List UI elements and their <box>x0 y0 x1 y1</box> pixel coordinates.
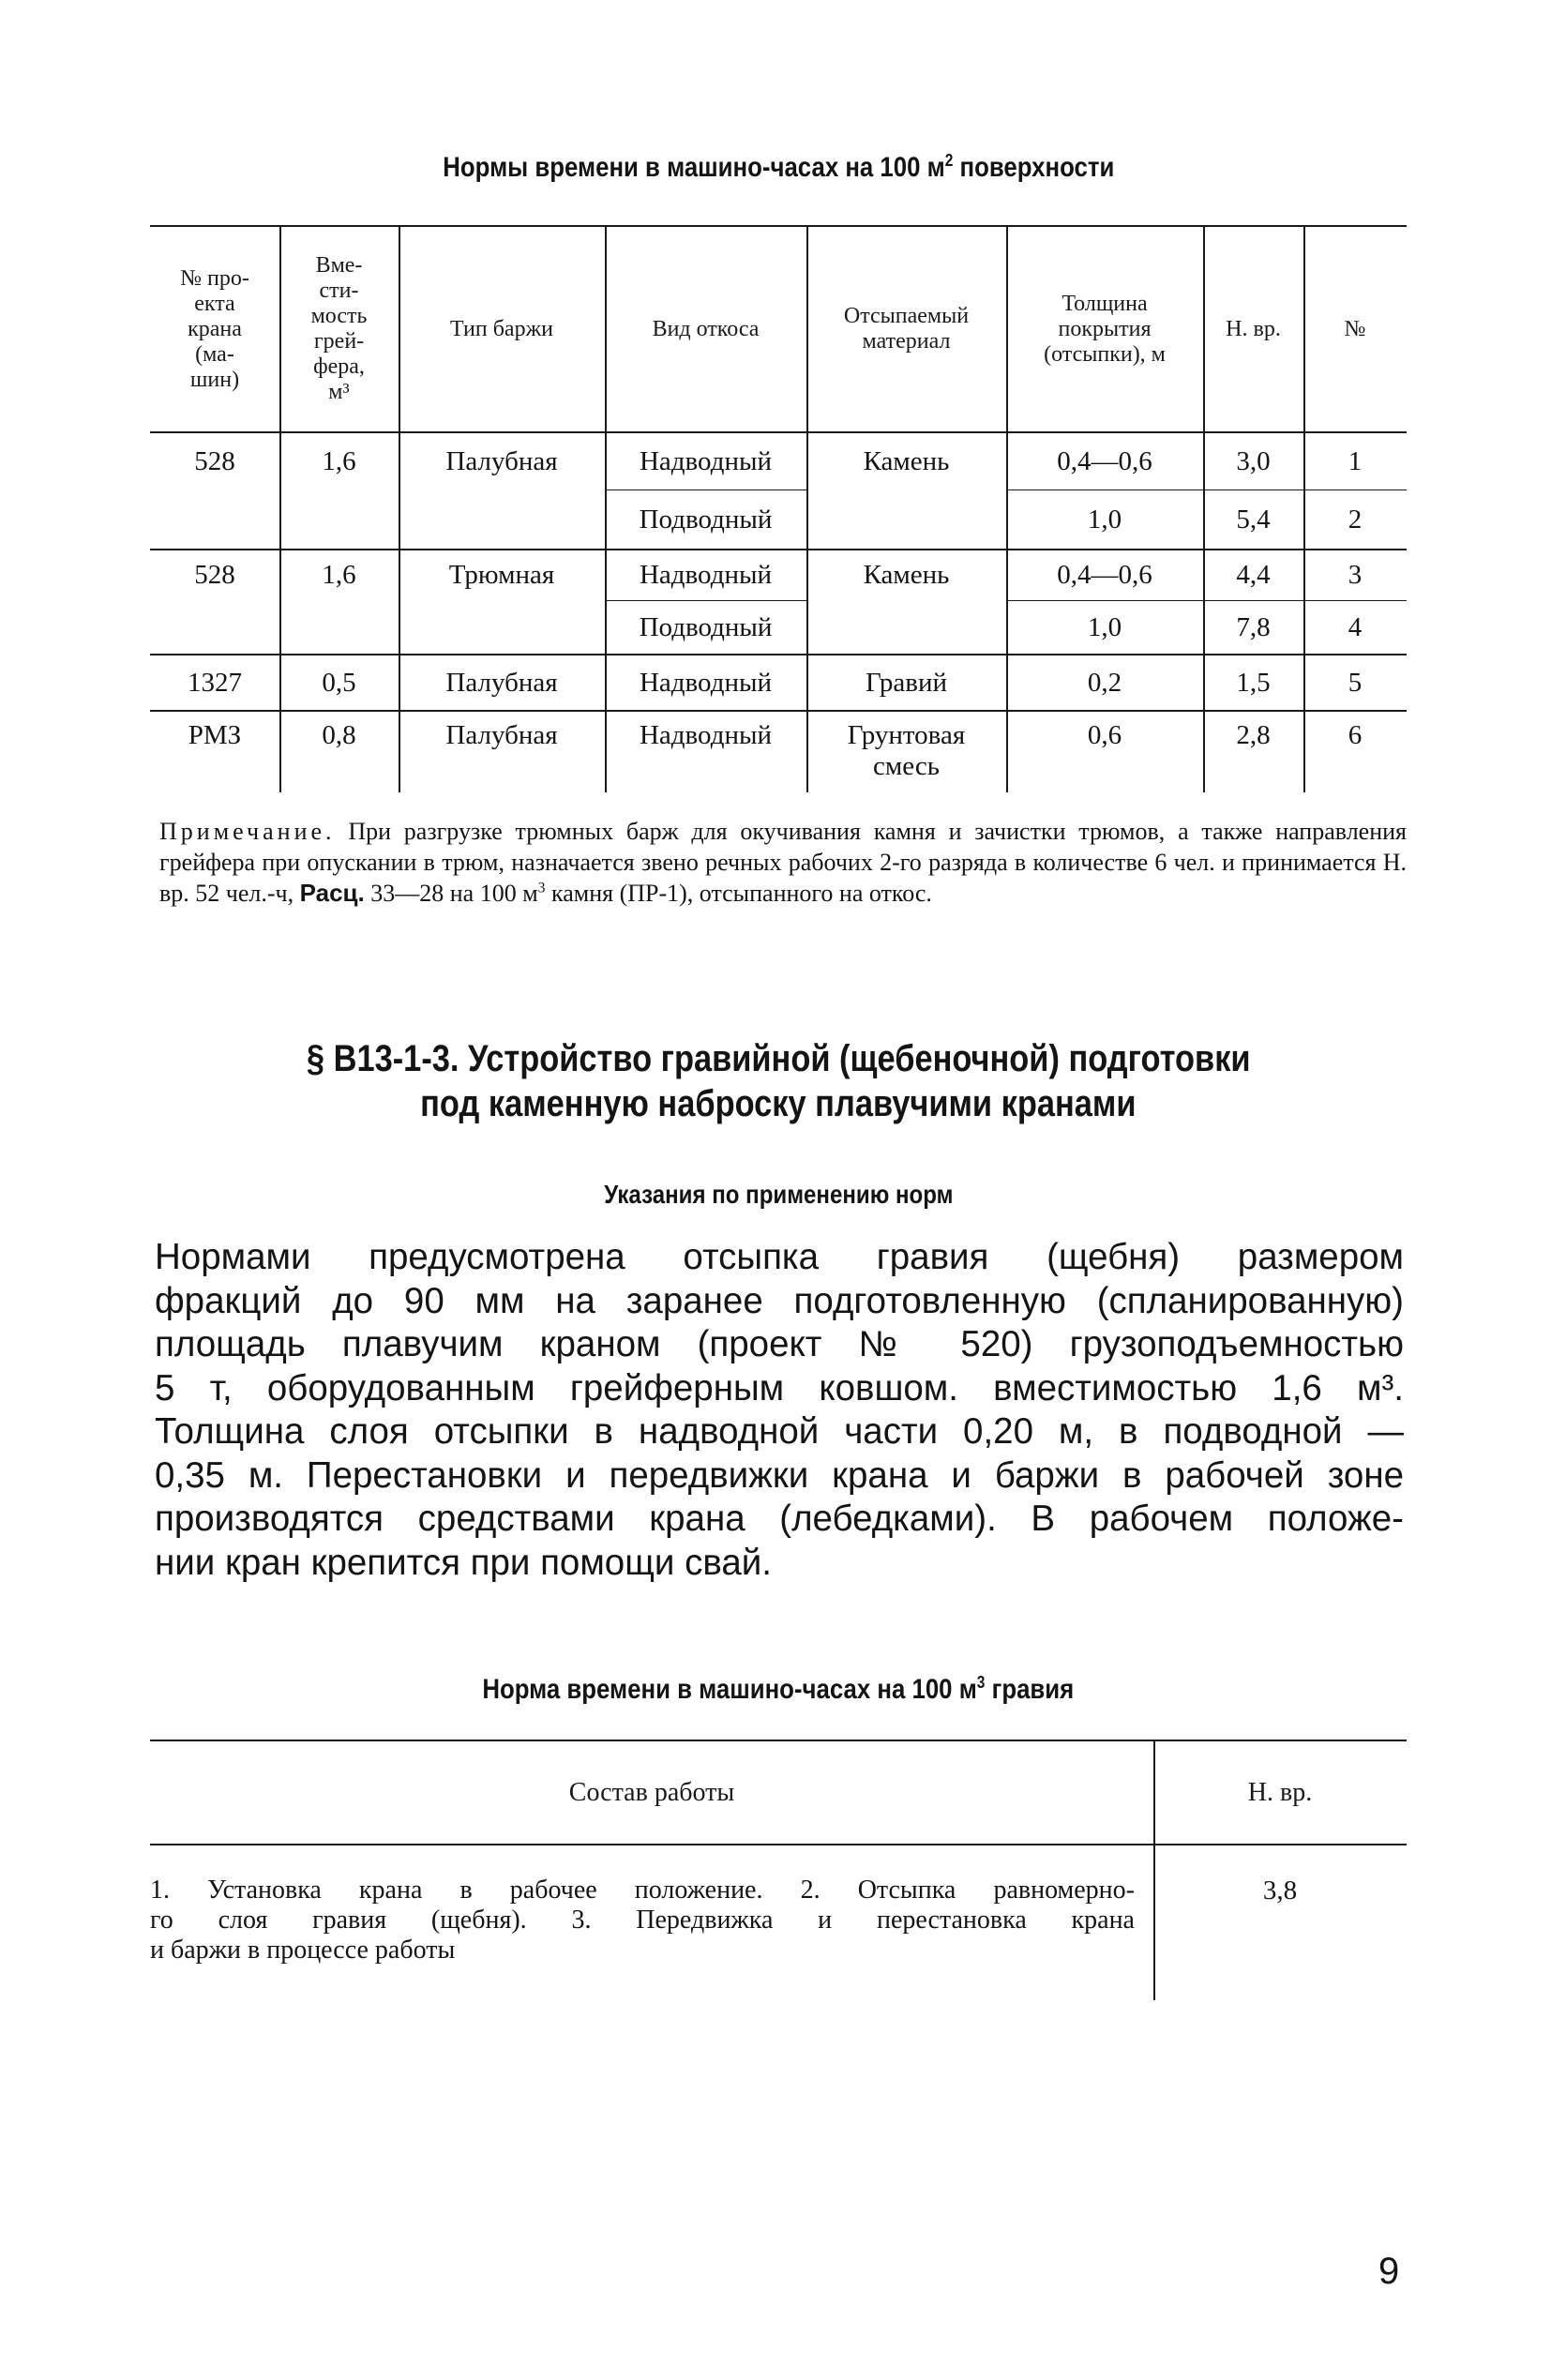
table-cell: 2 <box>1348 505 1363 535</box>
table1-note: Примечание. При разгрузке трюмных барж для окучивания камня и зачистки трюмов, а также направления грейфера при опускании в трюм, назначается звено речных рабочих 2-го разряда в количестве 6 чел. и принимается Н. вр. 52 чел.-ч, Расц. 33—28 на 100 $м^3$ камня (ПР-1), отсыпанного на откос. <box>159 818 1407 907</box>
table-cell: Надводный <box>639 720 772 750</box>
section-heading: § В13-1-3. Устройство гравийной (щебеночной) подготовки под каменную наброску плавучими кранами <box>306 1038 1251 1124</box>
guidance-title: Указания по применению норм <box>603 1180 954 1209</box>
table-cell: Трюмная <box>448 560 555 590</box>
page-number: 9 <box>1378 2251 1400 2292</box>
table-cell: 3,0 <box>1236 445 1271 476</box>
table-cell: 0,8 <box>322 720 356 750</box>
table-cell: Надводный <box>639 667 772 698</box>
table-cell: Палубная <box>445 720 558 750</box>
table-cell: 1,6 <box>322 445 356 476</box>
table-cell: Подводный <box>639 612 773 642</box>
table-cell: 1327 <box>188 667 242 698</box>
table-cell: 7,8 <box>1236 612 1271 642</box>
column-header-norm: Н. вр. <box>1247 1778 1313 1807</box>
table-cell: 1,0 <box>1087 612 1122 642</box>
table-cell: 5,4 <box>1236 505 1271 535</box>
table-cell: Надводный <box>639 445 772 476</box>
table-cell: 4,4 <box>1236 560 1271 590</box>
column-header-barge-type: Тип баржи <box>449 316 554 341</box>
table1-caption: Нормы времени в машино-часах на 100 $м^2$ поверхности <box>442 151 1115 183</box>
table-cell: Надводный <box>639 560 772 590</box>
table-cell: 528 <box>194 445 235 476</box>
table-cell: Гравий <box>865 667 948 698</box>
table-cell: 1 <box>1348 445 1363 476</box>
guidance-paragraph: Нормами предусмотрена отсыпка гравия (щебня) размером фракций до 90 мм на заранее подготовленную (спланированную) площадь плавучим краном (проект № 520) грузоподъемностью 5 т, оборудованным грейферным ковшом. вместимостью 1,6 м³. Толщина слоя отсыпки в надводной части 0,20 м, в подводной — 0,35 м. Перестановки и передвижки крана и баржи в рабочей зоне производятся средствами крана (лебедками). В рабочем положе- нии кран крепится при помощи свай. <box>155 1237 1404 1583</box>
table-cell: 1,5 <box>1236 667 1271 698</box>
table-cell: 3 <box>1348 560 1363 590</box>
column-header-material: Отсыпаемый материал <box>843 304 970 354</box>
table-cell: 4 <box>1348 612 1363 642</box>
table-cell: Палубная <box>445 667 558 698</box>
table-cell-work: 1. Установка крана в рабочее положение. 2. Отсыпка равномерно- го слоя гравия (щебня). 3. Передвижка и перестановка крана и баржи в процессе работы <box>150 1875 1135 1965</box>
table-cell: 528 <box>194 560 235 590</box>
column-header-norm: Н. вр. <box>1226 316 1281 341</box>
table-cell: Камень <box>863 445 950 476</box>
table-cell: 0,4—0,6 <box>1057 560 1152 590</box>
table-cell: 2,8 <box>1236 720 1271 750</box>
note-label: Примечание. <box>159 818 336 845</box>
table-cell: 1,0 <box>1087 505 1122 535</box>
table-cell: Палубная <box>445 445 558 476</box>
column-header-slope: Вид откоса <box>652 316 760 341</box>
table-cell: 6 <box>1348 720 1363 750</box>
table-cell: 0,6 <box>1087 720 1122 750</box>
table-cell: 0,5 <box>322 667 356 698</box>
column-header-number: № <box>1344 316 1366 341</box>
table-cell: РМЗ <box>188 720 242 750</box>
table-cell: Грунтовая смесь <box>847 720 966 781</box>
column-header-work: Состав работы <box>568 1778 735 1807</box>
column-header-capacity: Вме- сти- мость грей- фера, м³ <box>310 253 368 404</box>
table-cell: Подводный <box>639 505 773 535</box>
table-cell: 0,4—0,6 <box>1057 445 1152 476</box>
column-header-project: № про- екта крана (ма- шин) <box>180 265 249 392</box>
column-header-thickness: Толщина покрытия (отсыпки), м <box>1044 291 1166 367</box>
table-cell-norm: 3,8 <box>1262 1875 1298 1906</box>
table-cell: 0,2 <box>1087 667 1122 698</box>
table2-caption: Норма времени в машино-часах на 100 $м^3$ гравия <box>482 1673 1075 1705</box>
table-cell: 5 <box>1348 667 1363 698</box>
table-cell: Камень <box>863 560 950 590</box>
table-cell: 1,6 <box>322 560 356 590</box>
